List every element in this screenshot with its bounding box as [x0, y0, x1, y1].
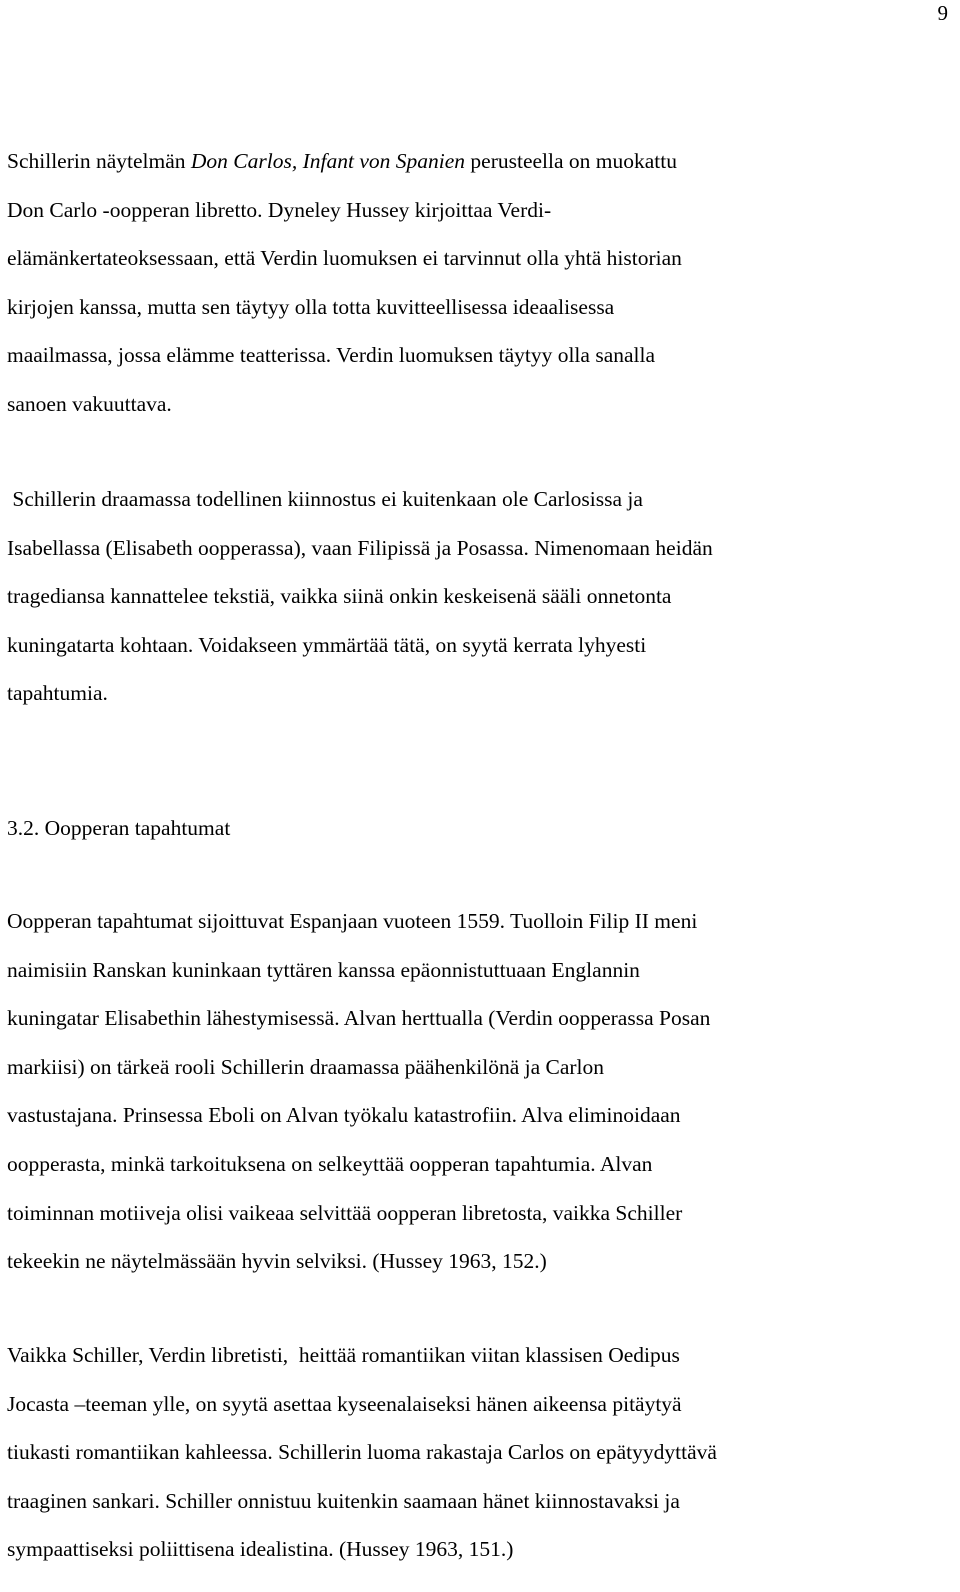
paragraph-line: vastustajana. Prinsessa Eboli on Alvan työkalu katastrofiin. Alva eliminoidaan [7, 1103, 681, 1128]
paragraph-line: Vaikka Schiller, Verdin libretisti, heittää romantiikan viitan klassisen Oedipus [7, 1343, 680, 1367]
paragraph-line: sanoen vakuuttava. [7, 391, 172, 416]
paragraph-line: maailmassa, jossa elämme teatterissa. Verdin luomuksen täytyy olla sanalla [7, 343, 656, 368]
paragraph-line: tragediansa kannattelee tekstiä, vaikka siinä onkin keskeisenä sääli onnetonta [7, 584, 672, 609]
heading-text: 3.2. Oopperan tapahtumat [7, 816, 231, 840]
italic-title: Don Carlos, Infant von Spanien [190, 149, 466, 173]
paragraph-opera-events [7, 897, 947, 1286]
paragraph-line: markiisi) on tärkeä rooli Schillerin draamassa päähenkilönä ja Carlon [7, 1054, 605, 1079]
paragraph-line: Isabellassa (Elisabeth oopperassa), vaan Filipissä ja Posassa. Nimenomaan heidän [7, 535, 713, 560]
paragraph-line: Oopperan tapahtumat sijoittuvat Espanjaan vuoteen 1559. Tuolloin Filip II meni [7, 909, 698, 933]
paragraph-line: oopperasta, minkä tarkoituksena on selkeyttää oopperan tapahtumia. Alvan [7, 1151, 653, 1176]
paragraph-line: kuningatar Elisabethin lähestymisessä. Alvan herttualla (Verdin oopperassa Posan [7, 1006, 711, 1031]
page-number: 9 [937, 1, 948, 25]
paragraph-line: traaginen sankari. Schiller onnistuu kuitenkin saamaan hänet kiinnostavaksi ja [7, 1488, 680, 1513]
paragraph-romanticism [7, 1331, 947, 1574]
paragraph-line: kirjojen kanssa, mutta sen täytyy olla totta kuvitteellisessa ideaalisessa [7, 294, 615, 319]
paragraph-line: Jocasta –teeman ylle, on syytä asettaa kyseenalaiseksi hänen aikeensa pitäytyä [7, 1391, 682, 1416]
section-heading [7, 804, 947, 853]
paragraph-line: Don Carlo -oopperan libretto. Dyneley Hussey kirjoittaa Verdi- [7, 197, 552, 222]
paragraph-line: elämänkertateoksessaan, että Verdin luomuksen ei tarvinnut olla yhtä historian [7, 246, 682, 271]
paragraph-line: tapahtumia. [7, 681, 108, 706]
paragraph-line [7, 137, 947, 186]
line-text: Schillerin näytelmän [7, 149, 191, 173]
paragraph-line: kuningatarta kohtaan. Voidakseen ymmärtää tätä, on syytä kerrata lyhyesti [7, 632, 647, 657]
line-text: perusteella on muokattu [465, 149, 677, 173]
paragraph-line: sympaattiseksi poliittisena idealistina. (Hussey 1963, 151.) [7, 1537, 514, 1562]
paragraph-line: naimisiin Ranskan kuninkaan tyttären kanssa epäonnistuttuaan Englannin [7, 957, 640, 982]
paragraph-line: tekeekin ne näytelmässään hyvin selviksi. (Hussey 1963, 152.) [7, 1249, 547, 1274]
paragraph-line: Schillerin draamassa todellinen kiinnostus ei kuitenkaan ole Carlosissa ja [7, 487, 643, 511]
paragraph-drama-interest [7, 475, 947, 718]
paragraph-line: toiminnan motiiveja olisi vaikeaa selvittää oopperan libretosta, vaikka Schiller [7, 1200, 683, 1225]
paragraph-schiller-don-carlos [7, 137, 947, 429]
paragraph-line: tiukasti romantiikan kahleessa. Schillerin luoma rakastaja Carlos on epätyydyttävä [7, 1440, 717, 1465]
